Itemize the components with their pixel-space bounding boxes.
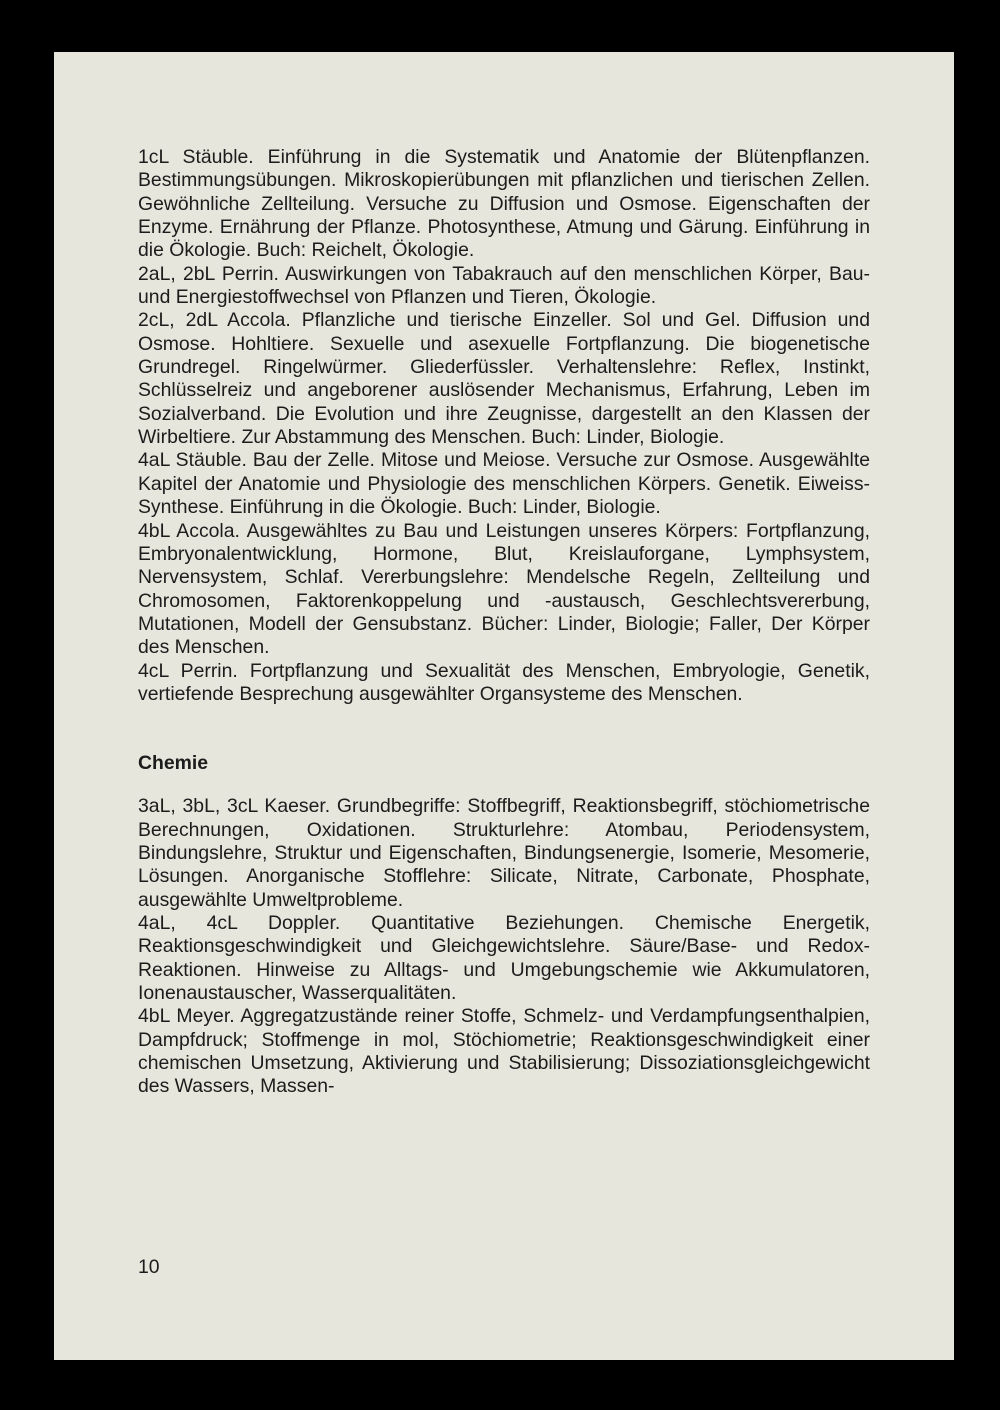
chemistry-heading: Chemie <box>138 752 209 775</box>
chemistry-entry-4bl: 4bL Meyer. Aggregatzustände reiner Stoffe, Schmelz- und Verdampfungsenthalpien, Dampfdruck; Stoffmenge in mol, Stöchiometrie; Reaktionsgeschwindigkeit einer chemischen Umsetzung, Aktivierung und Stabilisierung; Dissoziationsgleichgewicht des Wassers, Massen- <box>138 1005 870 1098</box>
biology-entry-2cl-2dl: 2cL, 2dL Accola. Pflanzliche und tierische Einzeller. Sol und Gel. Diffusion und Osmose. Hohltiere. Sexuelle und asexuelle Fortpflanzung. Die biogenetische Grundregel. Ringelwürmer. Gliederfüssler. Verhaltenslehre: Reflex, Instinkt, Schlüsselreiz und angeborener auslösender Mechanismus, Erfahrung, Leben im Sozialverband. Die Evolution und ihre Zeugnisse, dargestellt an den Klassen der Wirbeltiere. Zur Abstammung des Menschen. Buch: Linder, Biologie. <box>138 309 870 449</box>
chemistry-entry-3al-3bl-3cl: 3aL, 3bL, 3cL Kaeser. Grundbegriffe: Stoffbegriff, Reaktionsbegriff, stöchiometrische Berechnungen, Oxidationen. Strukturlehre: Atombau, Periodensystem, Bindungslehre, Struktur und Eigenschaften, Bindungsenergie, Isomerie, Mesomerie, Lösungen. Anorganische Stofflehre: Silicate, Nitrate, Carbonate, Phosphate, ausgewählte Umweltprobleme. <box>138 795 870 911</box>
biology-entry-4al: 4aL Stäuble. Bau der Zelle. Mitose und Meiose. Versuche zur Osmose. Ausgewählte Kapitel der Anatomie und Physiologie des menschlichen Körpers. Genetik. Eiweiss-Synthese. Einführung in die Ökologie. Buch: Linder, Biologie. <box>138 449 870 519</box>
chemistry-entry-4al-4cl: 4aL, 4cL Doppler. Quantitative Beziehungen. Chemische Energetik, Reaktionsgeschwindigkeit und Gleichgewichtslehre. Säure/Base- und Redox-Reaktionen. Hinweise zu Alltags- und Umgebungschemie wie Akkumulatoren, Ionenaustauscher, Wasserqualitäten. <box>138 911 870 1004</box>
biology-entry-4cl: 4cL Perrin. Fortpflanzung und Sexualität des Menschen, Embryologie, Genetik, vertiefende Besprechung ausgewählter Organsysteme des Menschen. <box>138 659 870 705</box>
biology-entry-2al-2bl: 2aL, 2bL Perrin. Auswirkungen von Tabakrauch auf den menschlichen Körper, Bau- und Energiestoffwechsel von Pflanzen und Tieren, Ökologie. <box>138 262 870 309</box>
document-page <box>54 52 954 1360</box>
page-body <box>138 146 870 1099</box>
page-number: 10 <box>138 1256 160 1278</box>
biology-entry-1cl: 1cL Stäuble. Einführung in die Systematik und Anatomie der Blütenpflanzen. Bestimmungsübungen. Mikroskopierübungen mit pflanzlichen und tierischen Zellen. Gewöhnliche Zellteilung. Versuche zu Diffusion und Osmose. Eigenschaften der Enzyme. Ernährung der Pflanze. Photosynthese, Atmung und Gärung. Einführung in die Ökologie. Buch: Reichelt, Ökologie. <box>138 146 870 262</box>
biology-entry-4bl: 4bL Accola. Ausgewähltes zu Bau und Leistungen unseres Körpers: Fortpflanzung, Embryonalentwicklung, Hormone, Blut, Kreislauforgane, Lymphsystem, Nervensystem, Schlaf. Vererbungslehre: Mendelsche Regeln, Zellteilung und Chromosomen, Faktorenkoppelung und -austausch, Geschlechtsvererbung, Mutationen, Modell der Gensubstanz. Bücher: Linder, Biologie; Faller, Der Körper des Menschen. <box>138 519 870 659</box>
